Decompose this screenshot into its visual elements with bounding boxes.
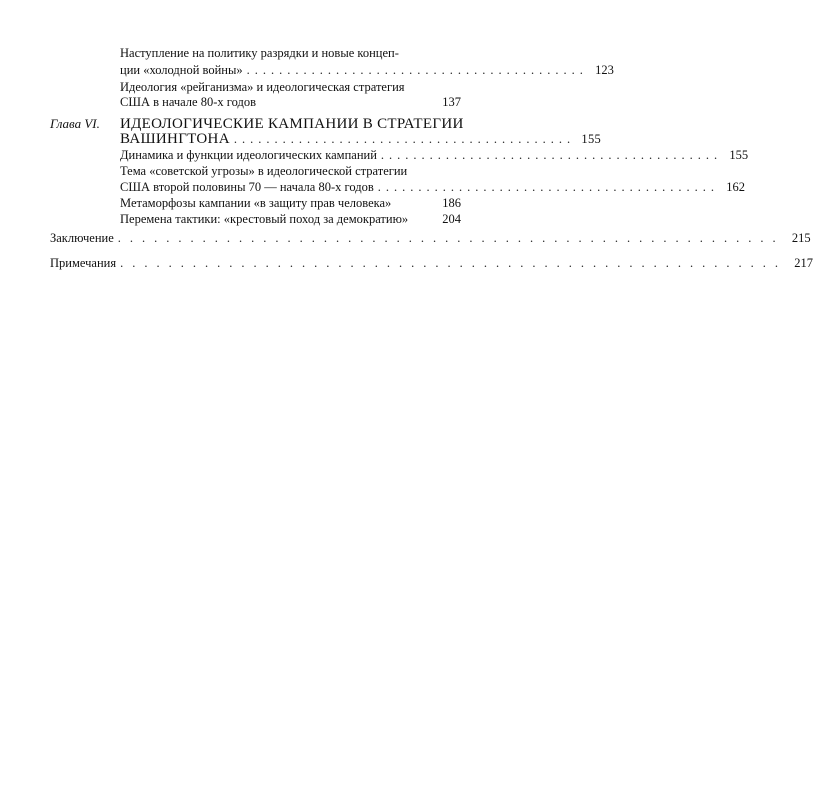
- page-number: 155: [581, 132, 602, 146]
- page-number: 217: [794, 256, 813, 270]
- toc-entry-4-line-2: [120, 180, 745, 195]
- toc-entry-5: [120, 196, 461, 211]
- page-number: 137: [442, 95, 461, 109]
- toc-entry-text: Динамика и функции идеологических кампаний: [120, 148, 377, 162]
- toc-entry-2-line-1: [120, 80, 431, 95]
- toc-entry-6: [120, 212, 461, 227]
- chapter-title-text: ИДЕОЛОГИЧЕСКИЕ КАМПАНИИ В СТРАТЕГИИ: [120, 116, 464, 132]
- page-number: 215: [791, 231, 811, 245]
- toc-entry-text: Идеология «рейганизма» и идеологическая стратегия: [120, 80, 405, 94]
- chapter-title-line-2: [120, 131, 602, 147]
- toc-entry-conclusion: [50, 231, 811, 246]
- dot-leader: ..........................................: [233, 132, 576, 146]
- page-number: 123: [595, 63, 614, 77]
- toc-entry-1-line-1: [120, 46, 431, 61]
- toc-entry-text: США второй половины 70 — начала 80-х годов: [120, 180, 374, 194]
- toc-entry-text: Перемена тактики: «крестовый поход за демократию»: [120, 212, 409, 226]
- toc-entry-2-line-2: [120, 95, 461, 110]
- toc-entry-text: ции «холодной войны»: [120, 63, 243, 77]
- dot-leader: ..........................................: [377, 180, 719, 194]
- page-number: 162: [726, 180, 745, 194]
- toc-entry-4-line-1: [120, 164, 431, 179]
- chapter-title-line-1: [120, 116, 464, 132]
- toc-entry-notes: [50, 256, 813, 271]
- chapter-label: Глава VI.: [50, 116, 100, 131]
- page-number: 204: [442, 212, 461, 226]
- toc-entry-text: Тема «советской угрозы» в идеологической стратегии: [120, 164, 408, 178]
- toc-entry-text: Заключение: [50, 231, 114, 245]
- page-number: 155: [729, 148, 749, 162]
- toc-entry-text: Примечания: [50, 256, 117, 270]
- toc-entry-text: Метаморфозы кампании «в защиту прав человека»: [120, 196, 392, 210]
- toc-entry-text: Наступление на политику разрядки и новые концеп-: [120, 46, 399, 60]
- dot-leader: .......................................................: [117, 231, 785, 245]
- toc-entry-3: [120, 148, 749, 163]
- chapter-title-text: ВАШИНГТОНА: [120, 131, 230, 147]
- dot-leader: .......................................................: [120, 256, 787, 270]
- dot-leader: ..........................................: [246, 63, 588, 77]
- toc-entry-1-line-2: [120, 63, 614, 78]
- dot-leader: ..........................................: [380, 148, 723, 162]
- toc-entry-text: США в начале 80-х годов: [120, 95, 256, 109]
- page-number: 186: [442, 196, 461, 210]
